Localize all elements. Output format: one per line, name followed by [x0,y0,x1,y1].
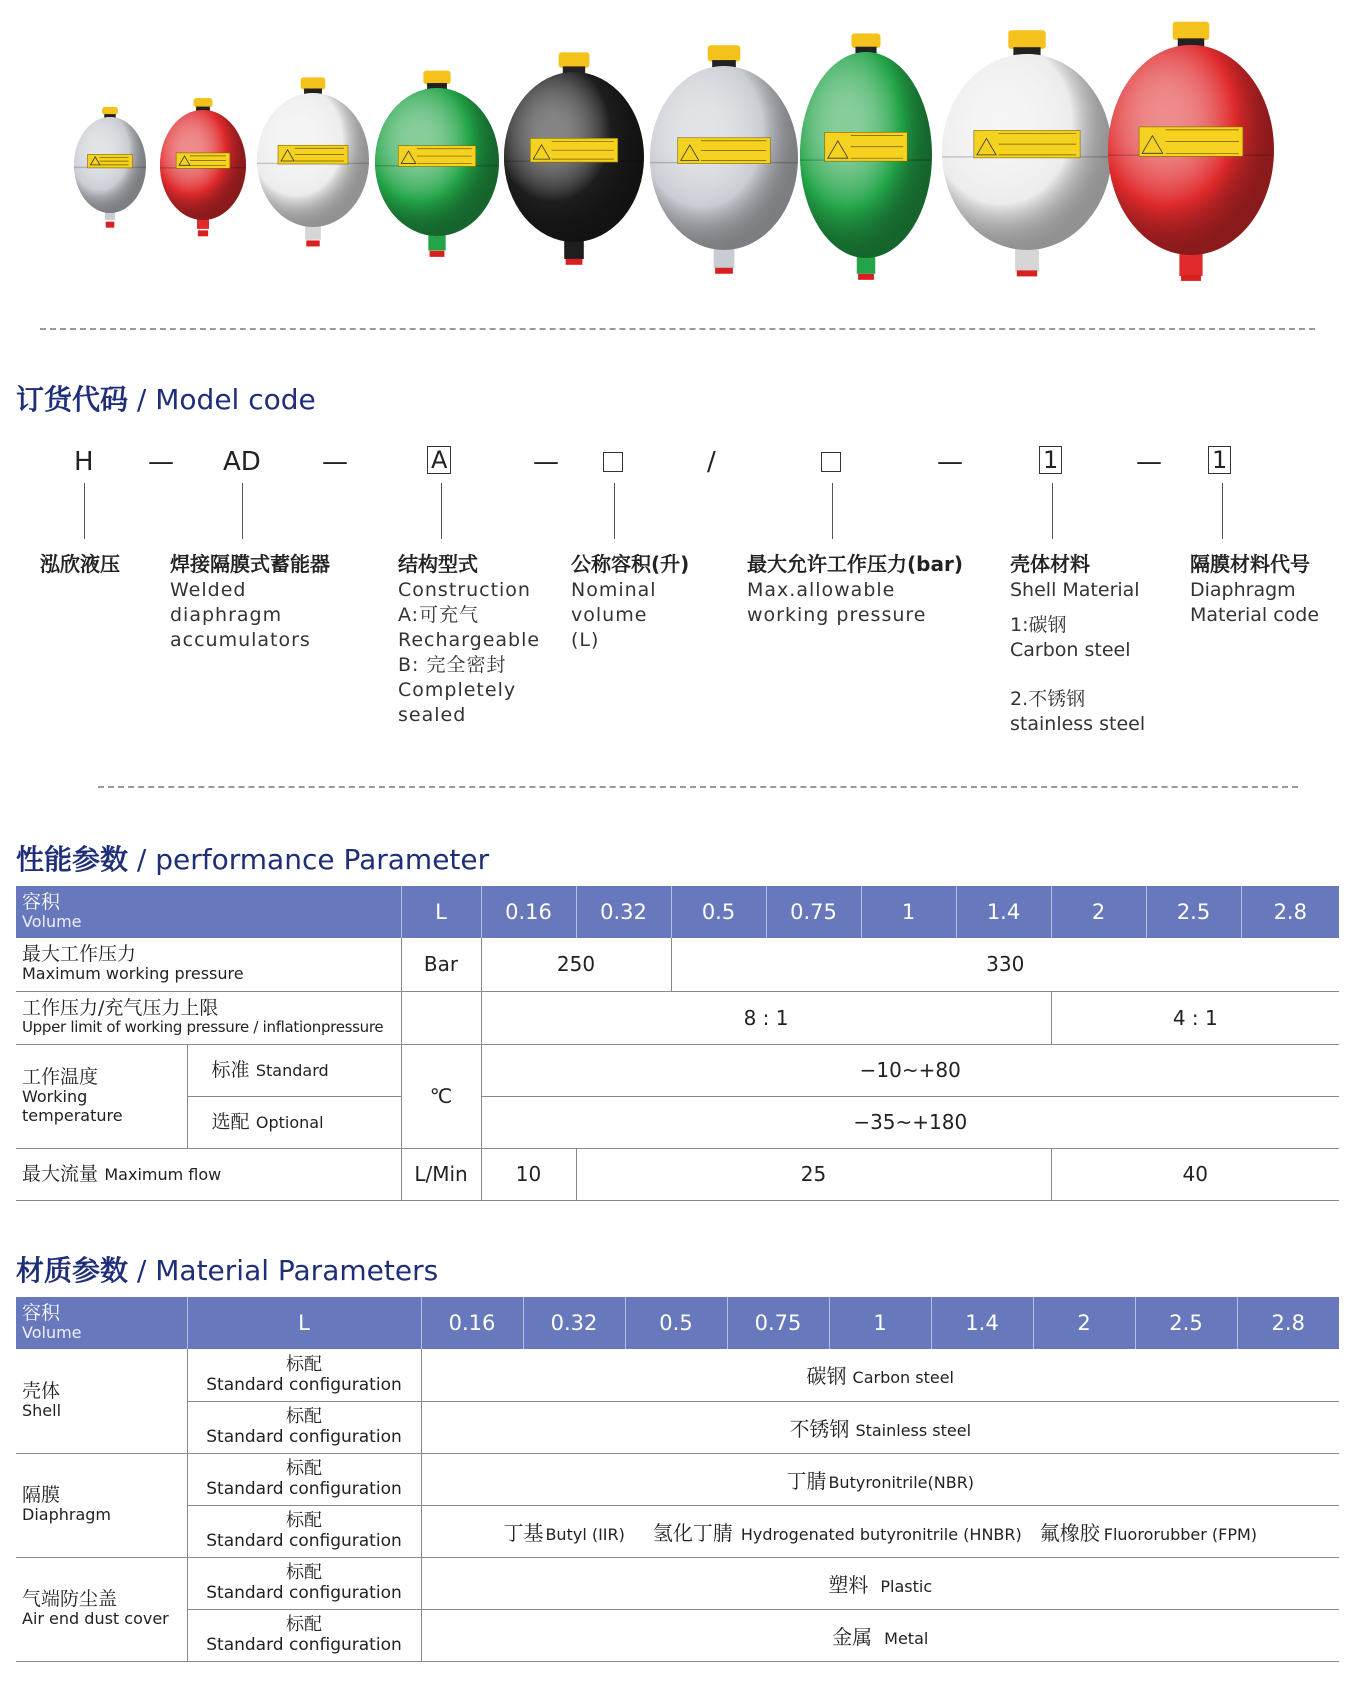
unit-cell [401,991,481,1044]
field-diaphragm-code: 隔膜材料代号 Diaphragm Material code [1190,552,1320,626]
table-header-row [16,1297,1339,1349]
volume-cell: 1 [861,886,956,938]
volume-label: 容积 Volume [16,886,401,938]
value-cell: 25 [576,1148,1051,1200]
code-connector-line [441,483,442,539]
accumulator-fitting-tip [106,222,115,228]
accumulator-cap [851,34,880,49]
unit-cell: ℃ [401,1044,481,1148]
accumulator-fitting-tip [198,230,208,236]
code-pressure-box [821,452,841,472]
field-max-pressure: 最大允许工作压力(bar) Max.allowable working pressure [747,552,963,626]
volume-cell: 0.5 [625,1297,727,1349]
volume-cell: 0.75 [766,886,861,938]
material-value-cell: 塑料 Plastic [421,1557,1339,1609]
unit-cell: Bar [401,938,481,991]
table-row [16,1609,1339,1661]
table-row [16,1044,1339,1096]
accumulator-cap [194,98,213,107]
code-volume-box [603,452,623,472]
accumulator-fitting-tip [306,240,319,246]
volume-cell: 2.8 [1241,886,1339,938]
table-row [16,1557,1339,1609]
material-value-cell: 丁腈 Butyronitrile(NBR) [421,1453,1339,1505]
volume-cell: 2 [1033,1297,1135,1349]
material-value-cell: 不锈钢 Stainless steel [421,1401,1339,1453]
material-table [16,1297,1339,1662]
field-type: 焊接隔膜式蓄能器 Welded diaphragm accumulators [170,552,330,651]
accumulator-cap [423,71,450,85]
material-value-cell: 丁基 Butyl (IIR) 氢化丁腈 Hydrogenated butyronitrile (HNBR) 氟橡胶 Fluororubber (FPM) [421,1505,1339,1557]
material-value-cell: 碳钢 Carbon steel [421,1349,1339,1401]
code-separator: — [937,447,963,477]
row-label: 最大工作压力 Maximum working pressure [16,938,401,991]
value-cell: −10~+80 [481,1044,1339,1096]
code-separator: — [322,447,348,477]
code-connector-line [242,483,243,539]
code-construction-box: A [427,446,451,474]
field-brand: 泓欣液压 [40,552,120,576]
table-row [16,1148,1339,1200]
row-label: 气端防尘盖 Air end dust cover [16,1557,187,1661]
volume-cell: 1 [829,1297,931,1349]
code-diaphragm-box: 1 [1208,446,1231,474]
table-row [16,1096,1339,1148]
row-label: 壳体 Shell [16,1349,187,1453]
sub-label: 选配 Optional [187,1096,401,1148]
accumulator-cap [1173,22,1210,40]
model-code-title: 订货代码 / Model code [16,383,316,416]
accumulator-cap [301,77,326,89]
table-header-row [16,886,1339,938]
config-cell: 标配 Standard configuration [187,1349,421,1401]
config-cell: 标配 Standard configuration [187,1609,421,1661]
performance-title: 性能参数 / performance Parameter [16,843,490,876]
row-label: 最大流量 Maximum flow [16,1148,401,1200]
value-cell: 330 [671,938,1339,991]
accumulator-cap [102,107,118,115]
accumulator-fitting-tip [430,251,445,257]
accumulator-fitting-tip [858,274,874,280]
config-cell: 标配 Standard configuration [187,1453,421,1505]
volume-cell: 1.4 [956,886,1051,938]
volume-cell: 0.75 [727,1297,829,1349]
code-separator: — [1136,447,1162,477]
code-connector-line [84,483,85,539]
code-h: H [74,447,94,477]
value-cell: 250 [481,938,671,991]
code-separator: — [148,447,174,477]
unit-cell: L/Min [401,1148,481,1200]
volume-cell: 2 [1051,886,1146,938]
field-nominal-volume: 公称容积(升) Nominal volume (L) [571,552,690,651]
accumulator-cap [559,52,590,67]
field-shell-material: 壳体材料 Shell Material 1:碳钢 Carbon steel 2.不锈钢 stainless steel [1010,552,1146,735]
volume-cell: 0.5 [671,886,766,938]
accumulator-cap [708,45,741,61]
accumulator-fitting-tip [715,268,733,274]
volume-cell: 0.16 [481,886,576,938]
table-row [16,1349,1339,1401]
accumulator-product-photos [0,0,1353,310]
section-divider [98,786,1298,788]
volume-label: 容积 Volume [16,1297,187,1349]
section-divider [40,328,1315,330]
code-connector-line [1052,483,1053,539]
row-label: 工作压力/充气压力上限 Upper limit of working pressure / inflationpressure [16,991,401,1044]
value-cell: 4 : 1 [1051,991,1339,1044]
value-cell: 40 [1051,1148,1339,1200]
code-separator: — [533,447,559,477]
volume-cell: 0.32 [576,886,671,938]
code-shell-box: 1 [1039,446,1062,474]
performance-table [16,886,1339,1201]
field-construction: 结构型式 Construction A:可充气 Rechargeable B: 完全密封 Completely sealed [398,552,541,726]
code-connector-line [832,483,833,539]
sub-label: 标准 Standard [187,1044,401,1096]
value-cell: 10 [481,1148,576,1200]
volume-cell: 0.16 [421,1297,523,1349]
accumulator-fitting-tip [1017,270,1037,276]
volume-cell: 0.32 [523,1297,625,1349]
config-cell: 标配 Standard configuration [187,1557,421,1609]
material-value-cell: 金属 Metal [421,1609,1339,1661]
table-row [16,938,1339,991]
code-ad: AD [223,447,261,477]
config-cell: 标配 Standard configuration [187,1401,421,1453]
code-slash: / [707,447,716,477]
volume-cell: 1.4 [931,1297,1033,1349]
config-cell: 标配 Standard configuration [187,1505,421,1557]
table-row [16,1401,1339,1453]
value-cell: −35~+180 [481,1096,1339,1148]
code-connector-line [614,483,615,539]
volume-cell: 2.5 [1135,1297,1237,1349]
volume-cell: 2.8 [1237,1297,1339,1349]
material-title: 材质参数 / Material Parameters [16,1254,439,1287]
row-label: 工作温度 Working temperature [16,1044,187,1148]
code-connector-line [1222,483,1223,539]
value-cell: 8 : 1 [481,991,1051,1044]
row-label: 隔膜 Diaphragm [16,1453,187,1557]
accumulator-fitting-tip [1181,275,1201,281]
unit-cell: L [401,886,481,938]
volume-cell: 2.5 [1146,886,1241,938]
table-row [16,1505,1339,1557]
unit-cell: L [187,1297,421,1349]
table-row [16,1453,1339,1505]
accumulator-cap [1008,30,1045,49]
accumulator-fitting-tip [566,259,583,265]
table-row [16,991,1339,1044]
